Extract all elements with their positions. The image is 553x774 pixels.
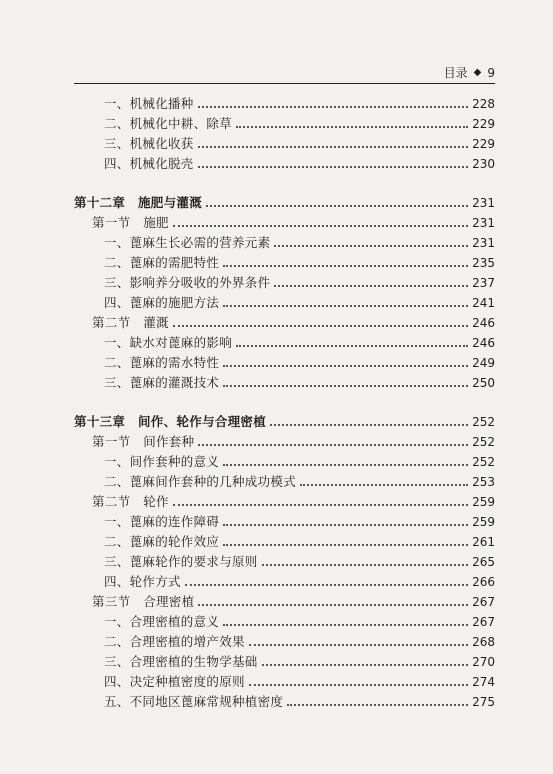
toc-entry-page: 249: [472, 356, 495, 370]
toc-entry-page: 246: [472, 316, 495, 330]
dot-leader: [198, 604, 468, 606]
dot-leader: [262, 564, 468, 566]
toc-entry[interactable]: [74, 231, 495, 251]
toc-entry-page: 265: [472, 555, 495, 569]
toc-entry-title: 一、缺水对蓖麻的影响: [104, 335, 233, 350]
toc-entry-page: 229: [472, 117, 495, 131]
dot-leader: [223, 524, 468, 526]
dot-leader: [249, 684, 468, 686]
dot-leader: [223, 464, 468, 466]
toc-entry-title: 二、蓖麻的轮作效应: [104, 534, 220, 549]
dot-leader: [198, 444, 468, 446]
toc-entry-page: 230: [472, 157, 495, 171]
toc-entry-title: 三、合理密植的生物学基础: [104, 654, 258, 669]
toc-entry-title: 第二节 轮作: [92, 494, 169, 509]
toc-entry-page: 274: [472, 675, 495, 689]
toc-entry-page: 259: [472, 515, 495, 529]
toc-entry-title: 三、机械化收获: [104, 136, 194, 151]
dot-leader: [223, 624, 468, 626]
toc-entry-page: 261: [472, 535, 495, 549]
dot-leader: [223, 544, 468, 546]
dot-leader: [206, 205, 468, 207]
dot-leader: [198, 146, 468, 148]
toc-entry-title: 四、蓖麻的施肥方法: [104, 295, 220, 310]
toc-entry[interactable]: [74, 152, 495, 172]
toc-entry-title: 二、机械化中耕、除草: [104, 116, 233, 131]
dot-leader: [173, 225, 468, 227]
toc-entry[interactable]: [74, 470, 495, 490]
toc-entry-page: 259: [472, 495, 495, 509]
toc-entry-page: 268: [472, 635, 495, 649]
toc-entry-page: 266: [472, 575, 495, 589]
toc-entry[interactable]: [74, 490, 495, 510]
diamond-icon: ◆: [473, 67, 482, 78]
toc-entry[interactable]: [74, 690, 495, 710]
toc-entry[interactable]: [74, 510, 495, 530]
toc-entry-page: 253: [472, 475, 495, 489]
toc-entry[interactable]: [74, 570, 495, 590]
toc-entry-page: 237: [472, 276, 495, 290]
toc-entry[interactable]: [74, 351, 495, 371]
dot-leader: [236, 345, 468, 347]
toc-entry-page: 252: [472, 415, 495, 429]
toc-entry-title: 第二节 灌溉: [92, 315, 169, 330]
toc-entry-title: 二、合理密植的增产效果: [104, 634, 245, 649]
dot-leader: [249, 644, 468, 646]
toc-entry-page: 270: [472, 655, 495, 669]
toc-entry-title: 第一节 间作套种: [92, 434, 195, 449]
toc-entry[interactable]: [74, 590, 495, 610]
header-label: 目录: [443, 66, 468, 80]
toc-entry[interactable]: [74, 291, 495, 311]
toc-entry-title: 二、蓖麻的需水特性: [104, 355, 220, 370]
toc-entry[interactable]: [74, 251, 495, 271]
dot-leader: [173, 325, 468, 327]
toc-entry-title: 四、机械化脱壳: [104, 156, 194, 171]
toc-entry-title: 五、不同地区蓖麻常规种植密度: [104, 694, 284, 709]
toc-entry[interactable]: [74, 92, 495, 112]
toc-entry-page: 252: [472, 455, 495, 469]
toc-entry-title: 第一节 施肥: [92, 215, 169, 230]
toc-entry-title: 二、蓖麻间作套种的几种成功模式: [104, 474, 297, 489]
toc-entry[interactable]: [74, 271, 495, 291]
toc-entry-title: 四、轮作方式: [104, 574, 181, 589]
toc-entry[interactable]: [74, 331, 495, 351]
toc-entry-page: 231: [472, 236, 495, 250]
toc-entry-title: 一、蓖麻生长必需的营养元素: [104, 235, 271, 250]
dot-leader: [198, 166, 468, 168]
toc-entry[interactable]: [74, 430, 495, 450]
running-header: [444, 64, 495, 81]
dot-leader: [300, 484, 468, 486]
toc-entry[interactable]: [74, 450, 495, 470]
toc-entry-title: 三、蓖麻的灌溉技术: [104, 375, 220, 390]
toc-entry[interactable]: [74, 550, 495, 570]
toc-entry[interactable]: [74, 191, 495, 211]
toc-entry[interactable]: [74, 211, 495, 231]
toc-entry[interactable]: [74, 610, 495, 630]
dot-leader: [287, 704, 468, 706]
toc-entry[interactable]: [74, 112, 495, 132]
toc-entry[interactable]: [74, 530, 495, 550]
toc-entry[interactable]: [74, 311, 495, 331]
dot-leader: [274, 285, 468, 287]
toc-entry-title: 第十二章 施肥与灌溉: [74, 195, 203, 210]
header-rule: [74, 83, 495, 84]
toc-entry[interactable]: [74, 132, 495, 152]
toc-entry-page: 229: [472, 137, 495, 151]
toc-entry-title: 一、机械化播种: [104, 96, 194, 111]
toc-entry-title: 第三节 合理密植: [92, 594, 195, 609]
toc-entry-page: 231: [472, 216, 495, 230]
toc-entry[interactable]: [74, 670, 495, 690]
toc-entry[interactable]: [74, 630, 495, 650]
dot-leader: [223, 305, 468, 307]
toc-entry-title: 四、决定种植密度的原则: [104, 674, 245, 689]
header-page-number: 9: [487, 65, 495, 80]
toc-entry[interactable]: [74, 371, 495, 391]
dot-leader: [274, 245, 468, 247]
toc-entry-title: 三、影响养分吸收的外界条件: [104, 275, 271, 290]
dot-leader: [223, 385, 468, 387]
toc-entry-title: 一、合理密植的意义: [104, 614, 220, 629]
toc-entry-title: 一、间作套种的意义: [104, 454, 220, 469]
dot-leader: [223, 265, 468, 267]
toc-entry-page: 252: [472, 435, 495, 449]
toc-entry-page: 231: [472, 196, 495, 210]
toc-entry-page: 267: [472, 595, 495, 609]
toc-entry[interactable]: [74, 650, 495, 670]
dot-leader: [270, 424, 468, 426]
toc-entry-page: 250: [472, 376, 495, 390]
toc-entry-page: 267: [472, 615, 495, 629]
toc-entry-title: 三、蓖麻轮作的要求与原则: [104, 554, 258, 569]
toc-entry-page: 241: [472, 296, 495, 310]
toc-entry-title: 第十三章 间作、轮作与合理密植: [74, 414, 267, 429]
toc-entry-page: 246: [472, 336, 495, 350]
toc-entry-page: 275: [472, 695, 495, 709]
dot-leader: [173, 504, 468, 506]
dot-leader: [185, 584, 468, 586]
toc-entry-page: 228: [472, 97, 495, 111]
dot-leader: [223, 365, 468, 367]
dot-leader: [198, 106, 468, 108]
dot-leader: [236, 126, 468, 128]
toc-entry[interactable]: [74, 410, 495, 430]
toc-entry-page: 235: [472, 256, 495, 270]
dot-leader: [262, 664, 468, 666]
toc-entry-title: 二、蓖麻的需肥特性: [104, 255, 220, 270]
toc-entry-title: 一、蓖麻的连作障碍: [104, 514, 220, 529]
